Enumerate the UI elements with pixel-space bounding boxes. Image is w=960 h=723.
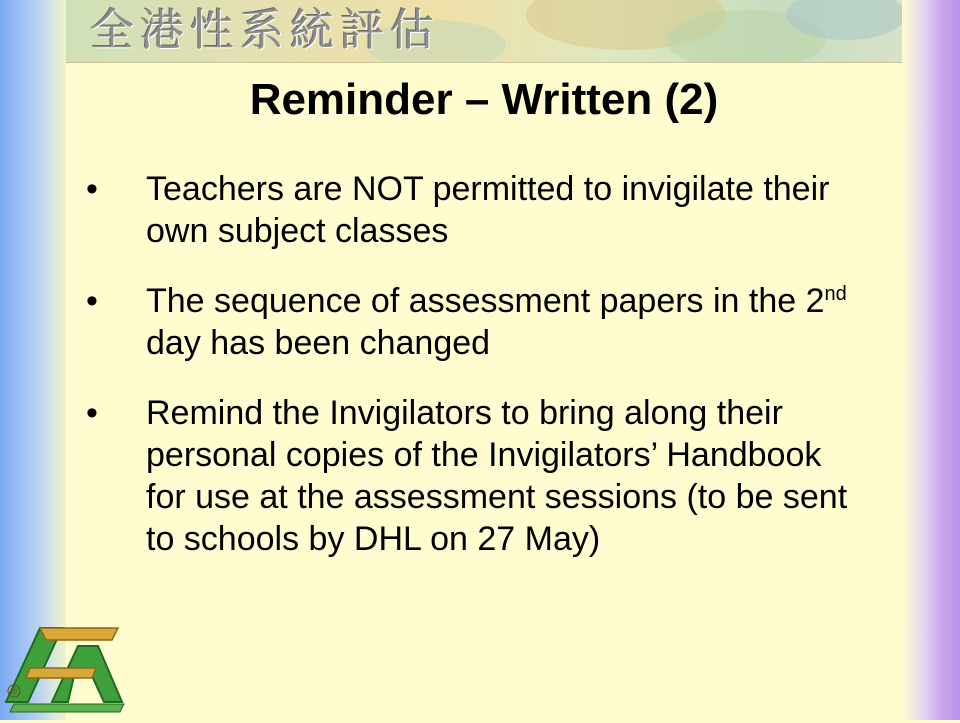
banner-title: 全港性系統評估 [90,5,440,56]
bullet-point: • [86,282,98,320]
bullet-list [86,168,902,588]
slide-title: Reminder – Written (2) [249,75,719,124]
bullet-point: • [86,170,98,208]
right-gradient-band [902,0,960,720]
logo-base [10,704,124,712]
logo-graphic [0,618,130,718]
registered-mark: ® [10,686,18,696]
bullet-text: Remind the Invigilators to bring along their personal copies of the Invigilators’ Handbook for use at the assessment sessions (to be sent to schools by DHL on 27 May) [146,394,848,558]
bca-logo-icon [0,618,130,718]
list-item [86,280,902,364]
logo-middle-bar [26,668,96,678]
ordinal-superscript: nd [824,283,847,305]
list-item [86,392,902,560]
bullet-text-part: day has been changed [146,324,491,362]
bullet-point: • [86,394,98,432]
left-gradient-band [0,0,66,720]
header-banner [66,0,902,63]
bullet-text-part: The sequence of assessment papers in the 2 [146,282,825,320]
list-item [86,168,902,252]
bullet-text [146,280,902,364]
logo-top-bar [40,628,118,640]
bullet-text: Teachers are NOT permitted to invigilate their own subject classes [146,170,830,250]
